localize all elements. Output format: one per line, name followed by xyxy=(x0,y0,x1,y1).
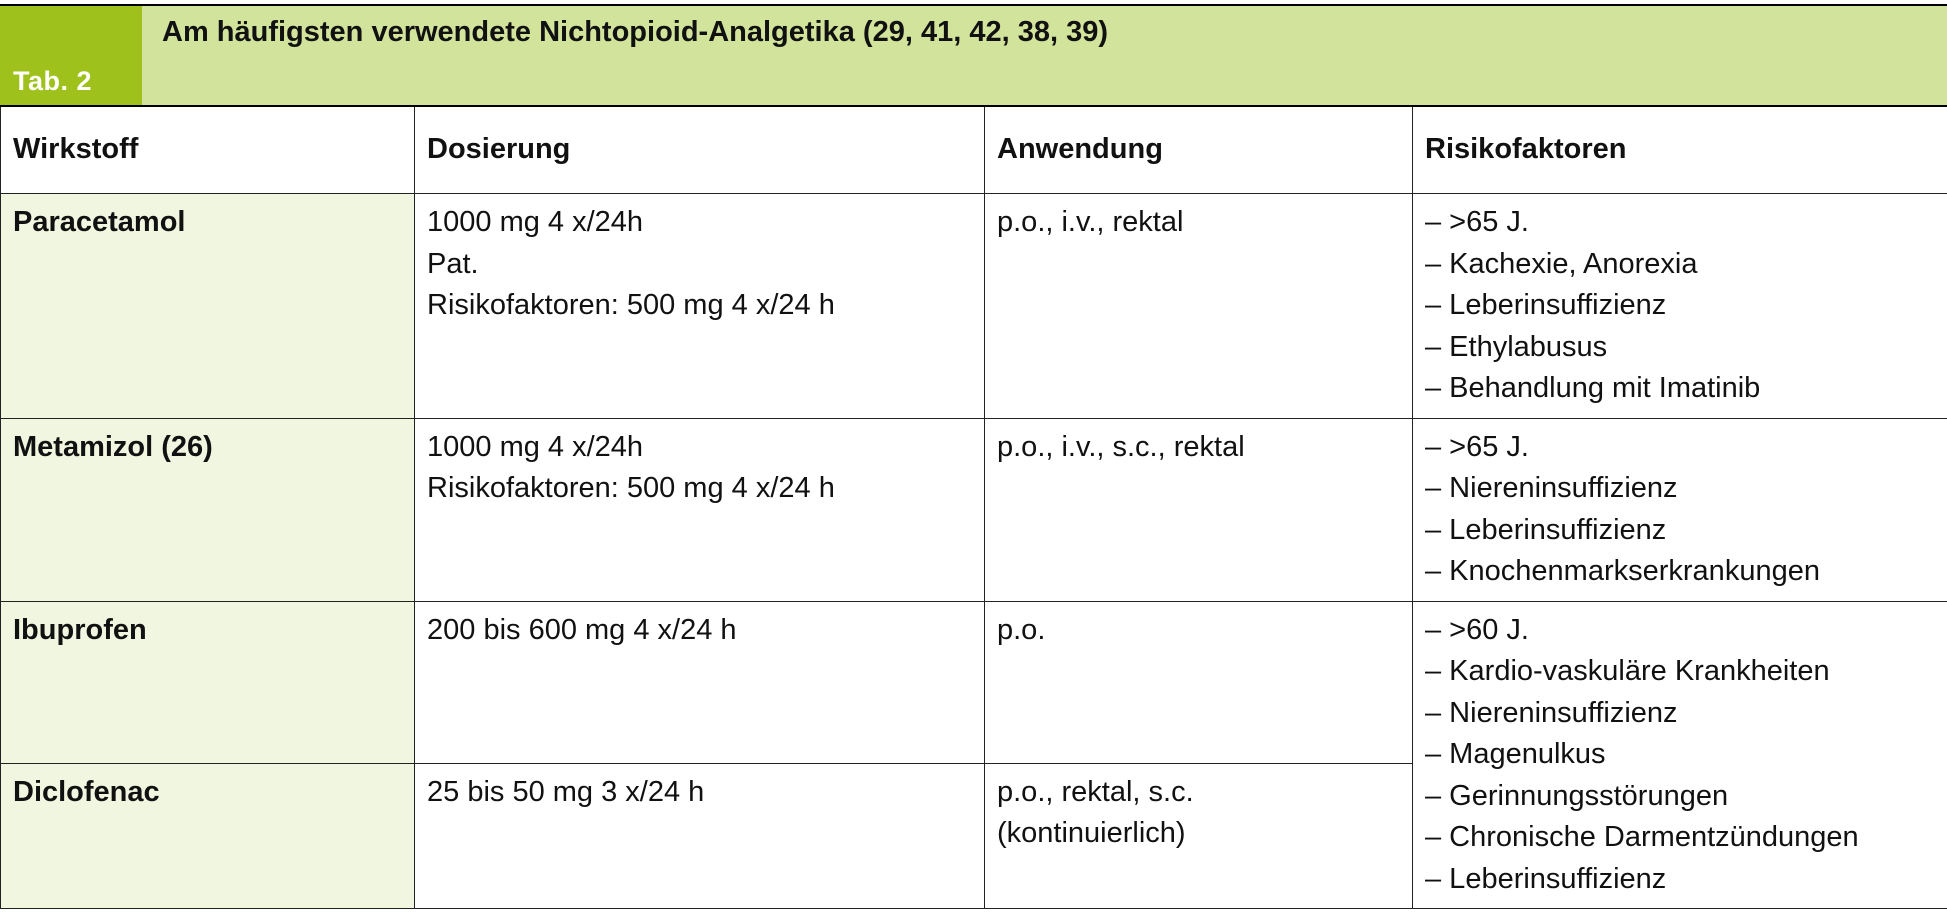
risk-factor: – >65 J. xyxy=(1425,206,1529,238)
route-line: (kontinuierlich) xyxy=(997,817,1186,850)
risk-factors-cell xyxy=(1413,194,1947,419)
route-cell xyxy=(985,763,1413,908)
risk-factor: – Gerinnungsstörungen xyxy=(1425,779,1729,812)
tab-badge xyxy=(0,6,142,105)
risk-factor: – Niereninsuffizienz xyxy=(1425,696,1678,729)
risk-factor: – Leberinsuffizienz xyxy=(1425,862,1667,895)
risk-factor: – Behandlung mit Imatinib xyxy=(1425,372,1761,404)
dosage-line: 200 bis 600 mg 4 x/24 h xyxy=(427,613,737,646)
route-line: p.o., i.v., rektal xyxy=(997,206,1184,238)
table-row xyxy=(1,418,1947,601)
risk-factor: – >60 J. xyxy=(1425,613,1529,646)
risk-factor: – Leberinsuffizienz xyxy=(1425,513,1667,546)
dosage-line: 25 bis 50 mg 3 x/24 h xyxy=(427,775,705,808)
table-header-row xyxy=(1,106,1947,194)
route-line: p.o., i.v., s.c., rektal xyxy=(997,430,1245,463)
column-header-anwendung: Anwendung xyxy=(985,106,1413,194)
route-line: p.o. xyxy=(997,613,1046,646)
drug-name: Paracetamol xyxy=(1,194,415,419)
risk-factors-cell xyxy=(1413,601,1947,909)
column-header-dosierung: Dosierung xyxy=(415,106,985,194)
column-header-risikofaktoren: Risikofaktoren xyxy=(1413,106,1947,194)
dosage-line: Risikofaktoren: 500 mg 4 x/24 h xyxy=(427,289,835,321)
dosage-line: Risikofaktoren: 500 mg 4 x/24 h xyxy=(427,472,835,504)
dosage-line: Pat. xyxy=(427,247,479,280)
risk-factor: – Kachexie, Anorexia xyxy=(1425,247,1698,280)
risk-factor: – Knochenmarkserkrankungen xyxy=(1425,555,1820,587)
tab-label: Tab. 2 xyxy=(13,66,93,96)
drug-name: Metamizol (26) xyxy=(1,418,415,601)
drug-name: Diclofenac xyxy=(1,763,415,908)
dosage-line: 1000 mg 4 x/24h xyxy=(427,206,644,238)
risk-factor: – Kardio-vaskuläre Krankheiten xyxy=(1425,655,1830,687)
table-row xyxy=(1,601,1947,763)
drug-name: Ibuprofen xyxy=(1,601,415,763)
column-header-wirkstoff: Wirkstoff xyxy=(1,106,415,194)
risk-factor: – Leberinsuffizienz xyxy=(1425,289,1667,321)
table-title: Am häufigsten verwendete Nichtopioid-Analgetika (29, 41, 42, 38, 39) xyxy=(162,16,1108,48)
table-row xyxy=(1,194,1947,419)
risk-factor: – Ethylabusus xyxy=(1425,330,1608,363)
risk-factors-cell xyxy=(1413,418,1947,601)
dosage-cell xyxy=(415,194,985,419)
route-cell xyxy=(985,418,1413,601)
table-header-bar xyxy=(0,4,1947,105)
analgesics-table xyxy=(0,105,1947,909)
route-cell xyxy=(985,601,1413,763)
risk-factor: – Chronische Darmentzündungen xyxy=(1425,821,1859,853)
risk-factor: – Magenulkus xyxy=(1425,738,1606,770)
dosage-cell xyxy=(415,763,985,908)
dosage-cell xyxy=(415,418,985,601)
risk-factor: – Niereninsuffizienz xyxy=(1425,472,1678,504)
risk-factor: – >65 J. xyxy=(1425,430,1529,463)
route-cell xyxy=(985,194,1413,419)
route-line: p.o., rektal, s.c. xyxy=(997,775,1194,808)
dosage-cell xyxy=(415,601,985,763)
dosage-line: 1000 mg 4 x/24h xyxy=(427,430,644,463)
